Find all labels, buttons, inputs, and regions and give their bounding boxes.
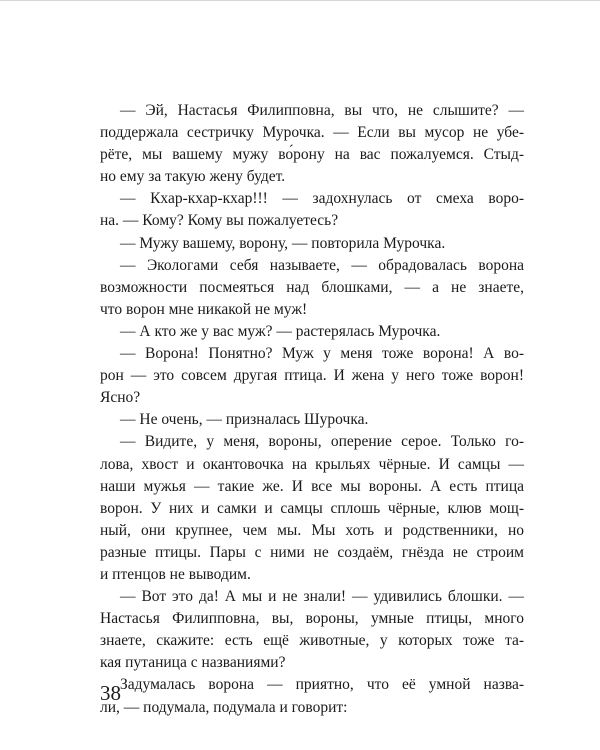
text-line: ли, — подумала, подумала и говорит: (100, 698, 348, 716)
text-line: но ему за такую жену будет. (100, 168, 286, 186)
text-line: лова, хвост и окантовочка на крыльях чёрные. И самцы — (100, 455, 524, 473)
text-line: на. — Кому? Кому вы пожалуетесь? (100, 212, 339, 230)
text-line: — Мужу вашему, ворону, — повторила Мурочка. (120, 234, 446, 252)
text-line: — Эй, Настасья Филипповна, вы что, не слышите? — (120, 102, 524, 119)
text-line: — А кто же у вас муж? — растерялась Мурочка. (120, 322, 441, 340)
text-line: Ясно? (100, 389, 141, 407)
text-line: Задумалась ворона — приятно, что её умной назва- (120, 676, 524, 694)
text-line: рон — это совсем другая птица. И жена у него тоже ворон! (100, 367, 524, 385)
text-line: ный, они крупнее, чем мы. Мы хоть и родственники, но (100, 521, 524, 539)
text-line: — Видите, у меня, вороны, оперение серое. Только го- (120, 433, 524, 451)
text-line: рёте, мы вашему мужу во́рону на вас пожалуемся. Стыд- (100, 146, 524, 164)
text-line: ворон. У них и самки и самцы сплошь чёрные, клюв мощ- (100, 499, 524, 517)
text-line: — Кхар-кхар-кхар!!! — задохнулась от смеха воро- (120, 190, 524, 208)
text-line: что ворон мне никакой не муж! (100, 300, 308, 318)
text-line: поддержала сестричку Мурочка. — Если вы мусор не убе- (100, 124, 524, 142)
text-line: — Экологами себя называете, — обрадовалась ворона (120, 256, 524, 274)
text-line: кая путаница с названиями? (100, 654, 286, 672)
text-line: возможности посмеяться над блошками, — а не знаете, (100, 278, 524, 296)
text-line: знаете, скажите: есть ещё животные, у которых тоже та- (100, 632, 524, 650)
text-line: и птенцов не выводим. (100, 565, 251, 583)
text-line: — Ворона! Понятно? Муж у меня тоже ворона! А во- (120, 345, 524, 363)
page-number: 38 (100, 681, 121, 705)
text-line: Настасья Филипповна, вы, вороны, умные птицы, много (100, 610, 524, 628)
text-line: — Вот это да! А мы и не знали! — удивились блошки. — (120, 588, 524, 606)
text-line: — Не очень, — призналась Шурочка. (120, 411, 369, 429)
text-line: наши мужья — такие же. И все мы вороны. А есть птица (100, 477, 524, 495)
page-body-text (100, 100, 524, 719)
text-line: разные птицы. Пары с ними не создаём, гнёзда не строим (100, 543, 524, 561)
